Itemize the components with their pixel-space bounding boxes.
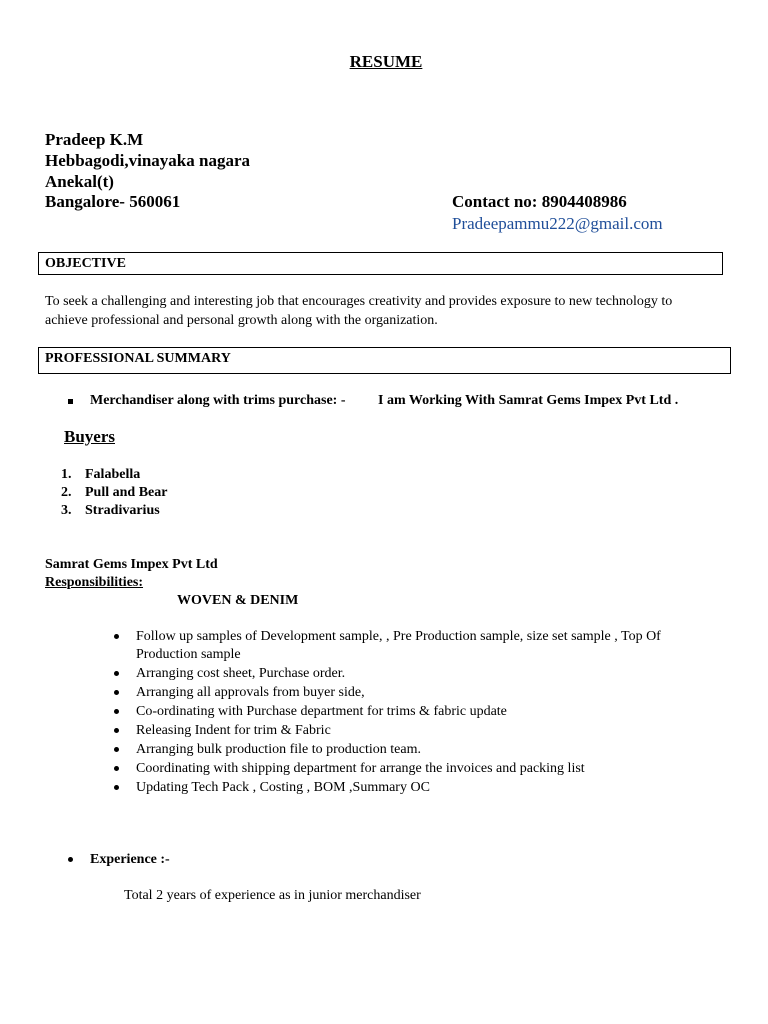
responsibility-item: Arranging all approvals from buyer side, [136,685,365,700]
contact-number: Contact no: 8904408986 [452,192,627,211]
summary-role: Merchandiser along with trims purchase: - [90,393,346,408]
objective-text-line-2: achieve professional and personal growth along with the organization. [45,313,438,328]
objective-text-line-1: To seek a challenging and interesting job that encourages creativity and provides exposure to new technology to [45,294,673,309]
summary-heading: PROFESSIONAL SUMMARY [45,351,231,366]
responsibilities-category: WOVEN & DENIM [177,593,299,608]
page-title: RESUME [349,52,423,71]
responsibilities-label: Responsibilities: [45,575,144,590]
responsibility-item: Co-ordinating with Purchase department for trims & fabric update [136,704,507,719]
square-bullet-icon [68,399,73,404]
buyer-item: Stradivarius [85,503,160,518]
bullet-icon [114,634,119,639]
bullet-icon [114,728,119,733]
address-line-2: Anekal(t) [45,172,114,191]
bullet-icon [114,709,119,714]
responsibility-item: Arranging cost sheet, Purchase order. [136,666,346,681]
responsibility-item: Production sample [136,647,241,662]
buyer-item: Falabella [85,467,141,482]
objective-heading-box [38,252,723,275]
experience-label: Experience :- [90,852,170,867]
responsibility-item: Updating Tech Pack , Costing , BOM ,Summary OC [136,780,430,795]
buyer-item: Pull and Bear [85,485,168,500]
list-number: 3. [61,503,72,518]
bullet-icon [114,766,119,771]
candidate-name: Pradeep K.M [45,130,144,149]
list-number: 2. [61,485,72,500]
bullet-icon [114,785,119,790]
bullet-icon [114,690,119,695]
bullet-icon [68,857,73,862]
responsibility-item: Arranging bulk production file to production team. [136,742,421,757]
summary-company: I am Working With Samrat Gems Impex Pvt Ltd . [378,393,679,408]
address-line-1: Hebbagodi,vinayaka nagara [45,151,250,170]
responsibility-item: Coordinating with shipping department for arrange the invoices and packing list [136,761,585,776]
company-name: Samrat Gems Impex Pvt Ltd [45,557,218,572]
summary-heading-box [38,347,731,374]
objective-heading: OBJECTIVE [45,256,126,271]
address-line-3: Bangalore- 560061 [45,192,181,211]
bullet-icon [114,671,119,676]
bullet-icon [114,747,119,752]
experience-text: Total 2 years of experience as in junior merchandiser [124,888,421,903]
responsibility-item: Releasing Indent for trim & Fabric [136,723,331,738]
responsibility-item: Follow up samples of Development sample, , Pre Production sample, size set sample , Top Of [136,629,661,644]
list-number: 1. [61,467,72,482]
buyers-heading: Buyers [64,427,115,446]
email-link[interactable]: Pradeepammu222@gmail.com [452,214,663,233]
